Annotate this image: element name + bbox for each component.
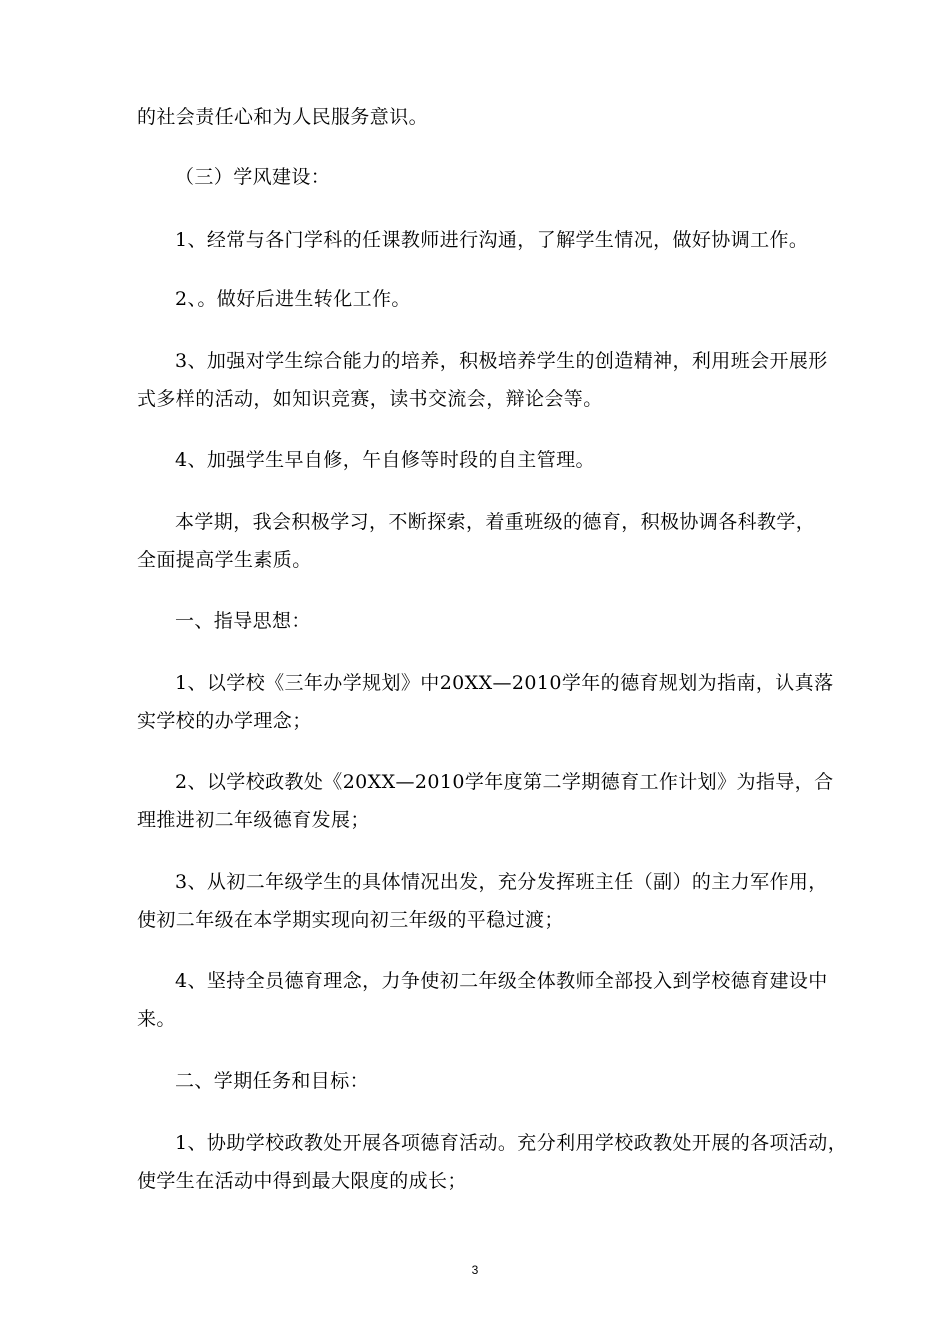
page-number: 3 <box>471 1263 479 1277</box>
paragraph-7 <box>137 503 837 579</box>
paragraph-line: 4、坚持全员德育理念，力争使初二年级全体教师全部投入到学校德育建设中 <box>175 970 828 992</box>
paragraph-5 <box>137 342 837 418</box>
paragraph-line: 来。 <box>137 1008 176 1030</box>
paragraph-line: 使初二年级在本学期实现向初三年级的平稳过渡； <box>137 909 564 931</box>
section-heading-guiding-thought <box>137 602 837 640</box>
paragraph-line: 3、加强对学生综合能力的培养，积极培养学生的创造精神，利用班会开展形 <box>175 350 828 372</box>
paragraph-line: 的社会责任心和为人民服务意识。 <box>137 106 429 128</box>
section-heading-study-style <box>137 158 837 196</box>
paragraph-6 <box>137 441 837 479</box>
paragraph-12 <box>137 962 837 1038</box>
paragraph-line: 一、指导思想： <box>175 610 311 632</box>
section-heading-tasks-goals <box>137 1062 837 1100</box>
paragraph-1 <box>137 98 837 136</box>
paragraph-line: 1、以学校《三年办学规划》中20XX—2010学年的德育规划为指南，认真落 <box>175 672 834 694</box>
paragraph-9 <box>137 664 837 740</box>
paragraph-4 <box>137 280 837 318</box>
paragraph-line: 3、从初二年级学生的具体情况出发，充分发挥班主任（副）的主力军作用， <box>175 871 828 893</box>
paragraph-line: 2、。做好后进生转化工作。 <box>175 288 411 310</box>
paragraph-line: 1、经常与各门学科的任课教师进行沟通，了解学生情况，做好协调工作。 <box>175 229 809 251</box>
paragraph-line: 二、学期任务和目标： <box>175 1070 370 1092</box>
paragraph-line: 2、以学校政教处《20XX—2010学年度第二学期德育工作计划》为指导，合 <box>175 771 834 793</box>
paragraph-line: 理推进初二年级德育发展； <box>137 809 370 831</box>
paragraph-line: 4、加强学生早自修，午自修等时段的自主管理。 <box>175 449 595 471</box>
paragraph-10 <box>137 763 837 839</box>
paragraph-line: 实学校的办学理念； <box>137 710 312 732</box>
paragraph-line: 使学生在活动中得到最大限度的成长； <box>137 1170 467 1192</box>
paragraph-line: 本学期，我会积极学习，不断探索，着重班级的德育，积极协调各科教学， <box>175 511 816 533</box>
paragraph-3 <box>137 221 837 259</box>
paragraph-line: （三）学风建设： <box>175 166 331 188</box>
paragraph-line: 1、协助学校政教处开展各项德育活动。充分利用学校政教处开展的各项活动， <box>175 1132 848 1154</box>
paragraph-line: 式多样的活动，如知识竞赛，读书交流会，辩论会等。 <box>137 388 603 410</box>
paragraph-line: 全面提高学生素质。 <box>137 549 312 571</box>
paragraph-14 <box>137 1124 848 1200</box>
paragraph-11 <box>137 863 837 939</box>
